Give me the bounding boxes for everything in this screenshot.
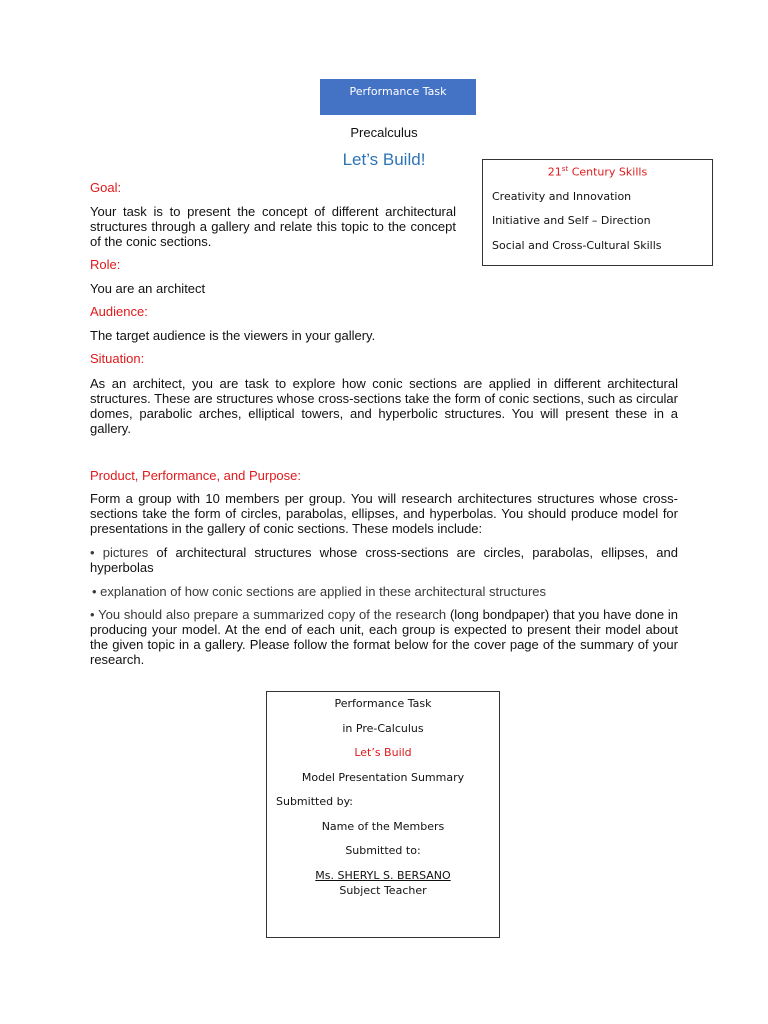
cover-line: in Pre-Calculus [342, 722, 424, 735]
role-text: You are an architect [90, 281, 206, 296]
skill-item: Initiative and Self – Direction [492, 214, 651, 227]
page-title: Let’s Build! [342, 150, 426, 169]
cover-submitted-to: Submitted to: [345, 844, 421, 857]
performance-task-banner: Performance Task [320, 79, 476, 115]
bullet-pictures: • pictures of architectural structures whose cross-sections are circles, parabolas, ellipses, and hyperbolas [90, 545, 678, 575]
goal-text: Your task is to present the concept of different architectural structures through a gallery and relate this topic to the concept of the conic sections. [90, 204, 456, 249]
cover-title: Let’s Build [354, 746, 412, 759]
skills-box [482, 159, 713, 266]
role-heading: Role: [90, 257, 121, 272]
situation-text: As an architect, you are task to explore how conic sections are applied in different architectural structures. These are structures whose cross-sections take the form of conic sections, such as circular domes, parabolic arches, elliptical towers, and hyperbolic structures. You will present these in a gallery. [90, 376, 678, 436]
skill-item: Social and Cross-Cultural Skills [492, 239, 662, 252]
skills-heading: 21st Century Skills [547, 165, 648, 179]
cover-line: Performance Task [334, 697, 432, 710]
product-heading: Product, Performance, and Purpose: [90, 468, 302, 483]
skill-item: Creativity and Innovation [492, 190, 632, 203]
bullet-summary: • You should also prepare a summarized copy of the research (long bondpaper) that you have done in producing your model. At the end of each unit, each group is expected to present their model about the given topic in a gallery. Please follow the format below for the cover page of the summary of your research. [90, 607, 678, 667]
product-text: Form a group with 10 members per group. You will research architectures structures whose cross-sections take the form of circles, parabolas, ellipses, and hyperbolas. You should produce model for presentations in the gallery of conic sections. These models include: [90, 491, 678, 536]
cover-line: Model Presentation Summary [301, 771, 465, 784]
cover-teacher-name: Ms. SHERYL S. BERSANO [315, 869, 451, 882]
audience-heading: Audience: [90, 304, 148, 319]
bullet-explanation: • explanation of how conic sections are applied in these architectural structures [92, 584, 547, 599]
cover-page-template [266, 691, 500, 938]
cover-submitted-by: Submitted by: [276, 795, 353, 808]
cover-teacher-role: Subject Teacher [339, 884, 427, 897]
subject-label: Precalculus [350, 125, 418, 140]
audience-text: The target audience is the viewers in your gallery. [90, 328, 376, 343]
situation-heading: Situation: [90, 351, 145, 366]
goal-heading: Goal: [90, 180, 122, 195]
cover-members: Name of the Members [321, 820, 445, 833]
